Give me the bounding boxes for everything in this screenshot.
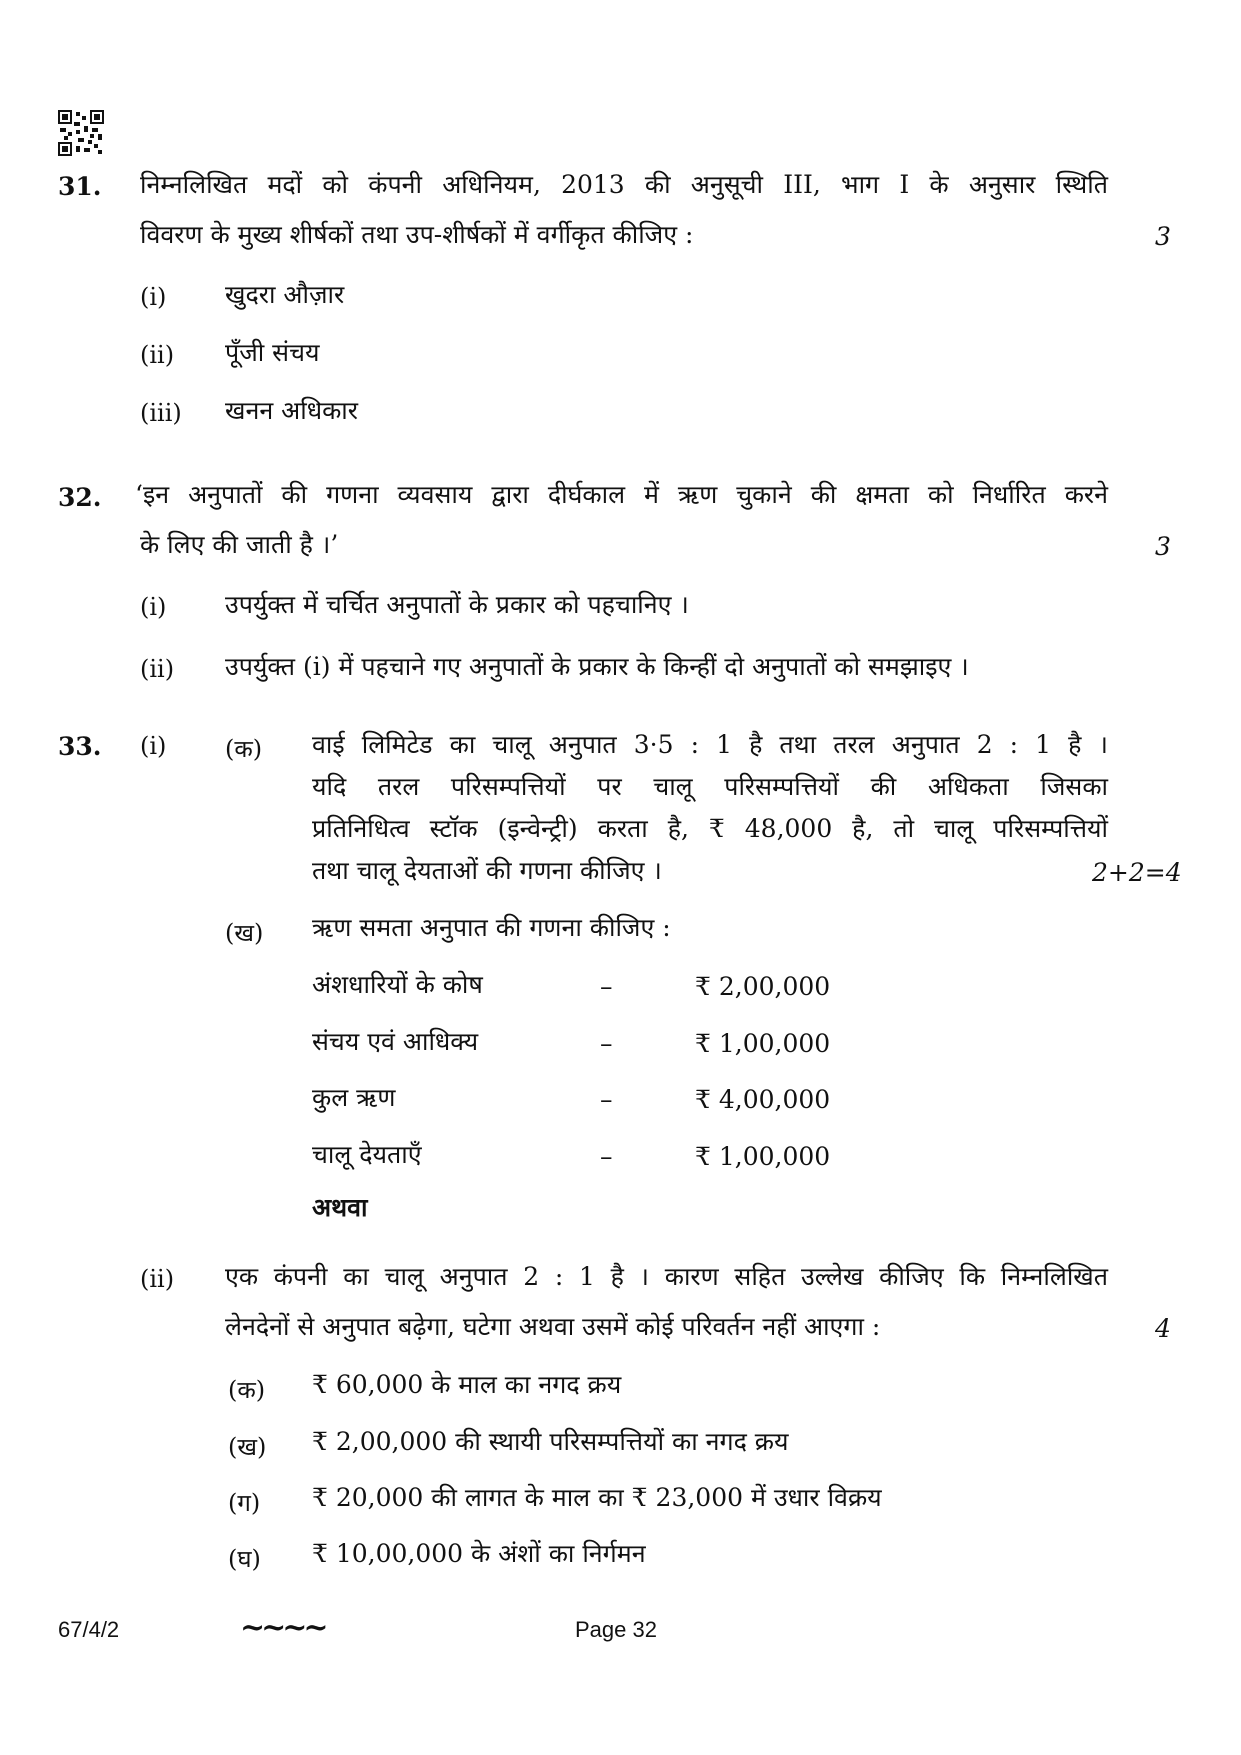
q33-a-line1: वाई लिमिटेड का चालू अनुपात 3·5 : 1 है तथा तरल अनुपात 2 : 1 है ।: [312, 730, 1108, 759]
table-row-amount: ₹ 1,00,000: [695, 1142, 831, 1171]
paper-code: 67/4/2: [58, 1617, 120, 1642]
q33-part-i-label: (i): [140, 732, 167, 760]
q33-a-label: (क): [225, 735, 263, 763]
q33-ii-item-label: (घ): [228, 1545, 261, 1573]
q33-ii-item-label: (क): [228, 1376, 266, 1404]
table-row-item: कुल ऋण: [312, 1083, 396, 1112]
q32-text-line1: ‘इन अनुपातों की गणना व्यवसाय द्वारा दीर्घकाल में ऋण चुकाने की क्षमता को निर्धारित करने: [135, 480, 1108, 509]
q33-part-ii-label: (ii): [140, 1265, 175, 1293]
table-row-dash: –: [600, 972, 613, 1001]
q33-b-label: (ख): [225, 919, 264, 947]
q32-number: 32.: [58, 483, 102, 512]
table-row-item: अंशधारियों के कोष: [312, 970, 483, 999]
q33-ii-item-text: ₹ 2,00,000 की स्थायी परिसम्पत्तियों का नगद क्रय: [312, 1427, 789, 1456]
q32-marks: 3: [1155, 532, 1171, 561]
q32-text-line2: के लिए की जाती है ।’: [140, 530, 339, 559]
or-heading: अथवा: [312, 1193, 368, 1222]
q33-ii-item-label: (ख): [228, 1433, 267, 1461]
q33-ii-item-label: (ग): [228, 1489, 261, 1517]
q31-item-label: (ii): [140, 341, 175, 369]
q33-ii-item-text: ₹ 20,000 की लागत के माल का ₹ 23,000 में उधार विक्रय: [312, 1483, 882, 1512]
q31-item-text: खनन अधिकार: [225, 396, 358, 425]
q33-a-line2: यदि तरल परिसम्पत्तियों पर चालू परिसम्पत्तियों की अधिकता जिसका: [312, 772, 1108, 801]
q33-b-text: ऋण समता अनुपात की गणना कीजिए :: [312, 913, 671, 942]
q32-item-text: उपर्युक्त में चर्चित अनुपातों के प्रकार को पहचानिए ।: [225, 590, 689, 619]
q31-item-label: (i): [140, 283, 167, 311]
table-row-dash: –: [600, 1142, 613, 1171]
q31-item-text: खुदरा औज़ार: [225, 280, 345, 309]
q31-item-text: पूँजी संचय: [225, 338, 320, 367]
q33-a-line4: तथा चालू देयताओं की गणना कीजिए ।: [312, 856, 662, 885]
footer-ornament: ~~~~: [240, 1610, 325, 1645]
q33-ii-marks: 4: [1155, 1314, 1171, 1343]
table-row-amount: ₹ 2,00,000: [695, 972, 831, 1001]
q33-ii-line2: लेनदेनों से अनुपात बढ़ेगा, घटेगा अथवा उसमें कोई परिवर्तन नहीं आएगा :: [225, 1312, 881, 1341]
q31-text-line2: विवरण के मुख्य शीर्षकों तथा उप-शीर्षकों में वर्गीकृत कीजिए :: [140, 220, 694, 249]
q33-a-marks: 2+2=4: [1092, 858, 1182, 887]
table-row-dash: –: [600, 1029, 613, 1058]
qr-code: [58, 110, 104, 156]
q33-ii-line1: एक कंपनी का चालू अनुपात 2 : 1 है । कारण सहित उल्लेख कीजिए कि निम्नलिखित: [225, 1262, 1108, 1291]
table-row-item: चालू देयताएँ: [312, 1140, 422, 1169]
table-row-amount: ₹ 4,00,000: [695, 1085, 831, 1114]
q31-marks: 3: [1155, 222, 1171, 251]
q32-item-label: (ii): [140, 655, 175, 683]
table-row-dash: –: [600, 1085, 613, 1114]
q31-text-line1: निम्नलिखित मदों को कंपनी अधिनियम, 2013 की अनुसूची III, भाग I के अनुसार स्थिति: [140, 170, 1108, 199]
q33-ii-item-text: ₹ 10,00,000 के अंशों का निर्गमन: [312, 1539, 646, 1568]
page-number: Page 32: [575, 1617, 657, 1642]
q33-ii-item-text: ₹ 60,000 के माल का नगद क्रय: [312, 1370, 622, 1399]
q32-item-label: (i): [140, 593, 167, 621]
q32-item-text: उपर्युक्त (i) में पहचाने गए अनुपातों के प्रकार के किन्हीं दो अनुपातों को समझाइए ।: [225, 652, 969, 681]
q33-number: 33.: [58, 732, 102, 761]
q33-a-line3: प्रतिनिधित्व स्टॉक (इन्वेन्ट्री) करता है, ₹ 48,000 है, तो चालू परिसम्पत्तियों: [312, 814, 1108, 843]
q31-number: 31.: [58, 172, 102, 201]
q31-item-label: (iii): [140, 399, 182, 427]
table-row-item: संचय एवं आधिक्य: [312, 1027, 479, 1056]
table-row-amount: ₹ 1,00,000: [695, 1029, 831, 1058]
